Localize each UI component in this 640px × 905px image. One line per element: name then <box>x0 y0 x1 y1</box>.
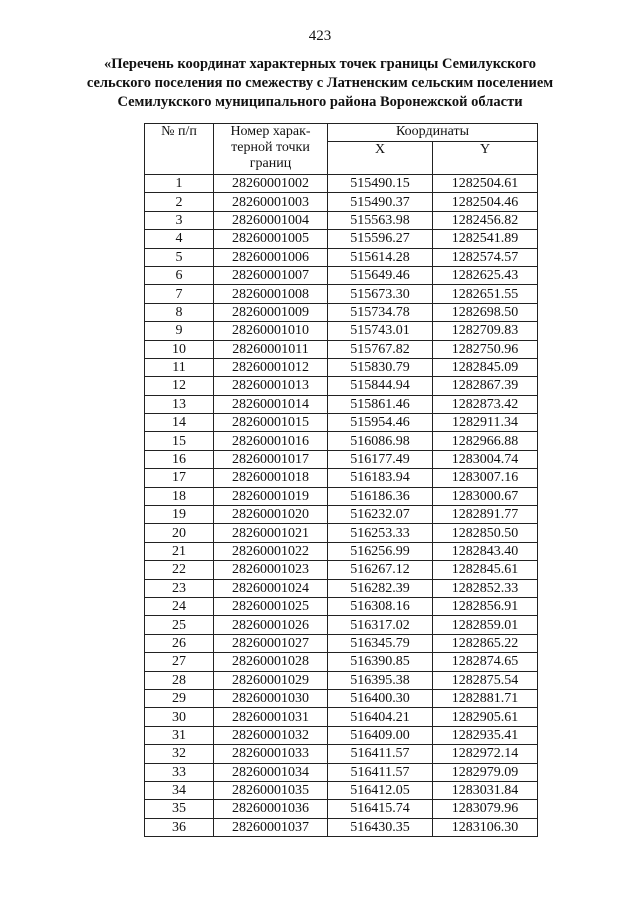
cell-point-number: 28260001031 <box>214 708 328 726</box>
cell-x: 516186.36 <box>328 487 433 505</box>
table-body <box>145 175 538 837</box>
cell-point-number: 28260001019 <box>214 487 328 505</box>
cell-y: 1282979.09 <box>433 763 538 781</box>
cell-point-number: 28260001014 <box>214 395 328 413</box>
cell-x: 515614.28 <box>328 248 433 266</box>
table-row <box>145 542 538 560</box>
table-row <box>145 395 538 413</box>
cell-y: 1282972.14 <box>433 745 538 763</box>
cell-number: 11 <box>145 358 214 376</box>
document-title <box>78 55 562 112</box>
cell-x: 516267.12 <box>328 561 433 579</box>
cell-y: 1282845.61 <box>433 561 538 579</box>
cell-point-number: 28260001002 <box>214 175 328 193</box>
cell-number: 16 <box>145 450 214 468</box>
cell-x: 515734.78 <box>328 303 433 321</box>
table-row <box>145 487 538 505</box>
table-row <box>145 597 538 615</box>
cell-number: 9 <box>145 322 214 340</box>
table-row <box>145 377 538 395</box>
header-coordinates: Координаты <box>328 124 538 142</box>
table-row <box>145 689 538 707</box>
cell-x: 516411.57 <box>328 745 433 763</box>
cell-point-number: 28260001003 <box>214 193 328 211</box>
table-row <box>145 358 538 376</box>
table-row <box>145 579 538 597</box>
cell-y: 1282935.41 <box>433 726 538 744</box>
cell-x: 516404.21 <box>328 708 433 726</box>
cell-x: 516232.07 <box>328 506 433 524</box>
cell-y: 1282867.39 <box>433 377 538 395</box>
header-point-number: Номер харак-терной точки границ <box>214 124 328 175</box>
cell-y: 1282845.09 <box>433 358 538 376</box>
title-line: Семилукского муниципального района Воронежской области <box>117 94 523 110</box>
cell-point-number: 28260001035 <box>214 781 328 799</box>
cell-point-number: 28260001004 <box>214 211 328 229</box>
cell-number: 27 <box>145 653 214 671</box>
cell-x: 516400.30 <box>328 689 433 707</box>
table-row <box>145 745 538 763</box>
cell-number: 7 <box>145 285 214 303</box>
cell-x: 516390.85 <box>328 653 433 671</box>
table-row <box>145 763 538 781</box>
cell-number: 36 <box>145 818 214 836</box>
cell-y: 1282574.57 <box>433 248 538 266</box>
table-row <box>145 818 538 836</box>
table-row <box>145 800 538 818</box>
cell-y: 1282875.54 <box>433 671 538 689</box>
cell-y: 1282873.42 <box>433 395 538 413</box>
cell-y: 1282456.82 <box>433 211 538 229</box>
cell-number: 17 <box>145 469 214 487</box>
cell-y: 1282698.50 <box>433 303 538 321</box>
cell-number: 8 <box>145 303 214 321</box>
cell-point-number: 28260001026 <box>214 616 328 634</box>
cell-point-number: 28260001020 <box>214 506 328 524</box>
cell-point-number: 28260001006 <box>214 248 328 266</box>
table-row <box>145 616 538 634</box>
table-row <box>145 230 538 248</box>
table-row <box>145 524 538 542</box>
cell-point-number: 28260001021 <box>214 524 328 542</box>
title-line: сельского поселения по смежеству с Латненским сельским поселением <box>86 75 554 91</box>
cell-number: 18 <box>145 487 214 505</box>
cell-point-number: 28260001030 <box>214 689 328 707</box>
cell-number: 6 <box>145 266 214 284</box>
cell-point-number: 28260001011 <box>214 340 328 358</box>
cell-number: 21 <box>145 542 214 560</box>
cell-number: 30 <box>145 708 214 726</box>
cell-point-number: 28260001016 <box>214 432 328 450</box>
cell-y: 1282709.83 <box>433 322 538 340</box>
table-row <box>145 175 538 193</box>
cell-x: 515861.46 <box>328 395 433 413</box>
table-row <box>145 211 538 229</box>
cell-number: 15 <box>145 432 214 450</box>
cell-x: 516282.39 <box>328 579 433 597</box>
cell-point-number: 28260001013 <box>214 377 328 395</box>
header-number: № п/п <box>145 124 214 175</box>
cell-y: 1283031.84 <box>433 781 538 799</box>
cell-x: 515673.30 <box>328 285 433 303</box>
cell-number: 24 <box>145 597 214 615</box>
table-row <box>145 266 538 284</box>
table-row <box>145 340 538 358</box>
cell-y: 1283007.16 <box>433 469 538 487</box>
cell-number: 34 <box>145 781 214 799</box>
cell-number: 3 <box>145 211 214 229</box>
cell-point-number: 28260001023 <box>214 561 328 579</box>
table-row <box>145 193 538 211</box>
table-row <box>145 726 538 744</box>
table-row <box>145 781 538 799</box>
cell-point-number: 28260001012 <box>214 358 328 376</box>
cell-x: 516411.57 <box>328 763 433 781</box>
cell-point-number: 28260001007 <box>214 266 328 284</box>
cell-y: 1282865.22 <box>433 634 538 652</box>
cell-x: 516395.38 <box>328 671 433 689</box>
title-line: «Перечень координат характерных точек границы Семилукского <box>103 56 537 72</box>
cell-y: 1282541.89 <box>433 230 538 248</box>
cell-x: 516317.02 <box>328 616 433 634</box>
cell-number: 31 <box>145 726 214 744</box>
cell-x: 516308.16 <box>328 597 433 615</box>
cell-x: 515954.46 <box>328 414 433 432</box>
cell-point-number: 28260001009 <box>214 303 328 321</box>
cell-x: 515830.79 <box>328 358 433 376</box>
cell-y: 1282859.01 <box>433 616 538 634</box>
table-row <box>145 671 538 689</box>
table-row <box>145 561 538 579</box>
cell-y: 1282750.96 <box>433 340 538 358</box>
cell-x: 515767.82 <box>328 340 433 358</box>
cell-number: 10 <box>145 340 214 358</box>
table-row <box>145 506 538 524</box>
table-row <box>145 708 538 726</box>
cell-y: 1282852.33 <box>433 579 538 597</box>
cell-point-number: 28260001032 <box>214 726 328 744</box>
cell-y: 1282651.55 <box>433 285 538 303</box>
cell-x: 516415.74 <box>328 800 433 818</box>
cell-point-number: 28260001036 <box>214 800 328 818</box>
cell-y: 1283079.96 <box>433 800 538 818</box>
cell-point-number: 28260001010 <box>214 322 328 340</box>
cell-x: 516409.00 <box>328 726 433 744</box>
cell-y: 1283004.74 <box>433 450 538 468</box>
cell-point-number: 28260001037 <box>214 818 328 836</box>
cell-point-number: 28260001034 <box>214 763 328 781</box>
cell-y: 1282504.61 <box>433 175 538 193</box>
table-row <box>145 634 538 652</box>
cell-point-number: 28260001015 <box>214 414 328 432</box>
cell-y: 1282891.77 <box>433 506 538 524</box>
table-row <box>145 653 538 671</box>
cell-point-number: 28260001028 <box>214 653 328 671</box>
cell-y: 1282843.40 <box>433 542 538 560</box>
cell-x: 516177.49 <box>328 450 433 468</box>
cell-number: 14 <box>145 414 214 432</box>
cell-number: 28 <box>145 671 214 689</box>
cell-y: 1282504.46 <box>433 193 538 211</box>
cell-x: 516412.05 <box>328 781 433 799</box>
table-row <box>145 248 538 266</box>
cell-x: 516183.94 <box>328 469 433 487</box>
cell-x: 515563.98 <box>328 211 433 229</box>
cell-number: 33 <box>145 763 214 781</box>
table-row <box>145 414 538 432</box>
cell-y: 1283000.67 <box>433 487 538 505</box>
cell-number: 5 <box>145 248 214 266</box>
coordinates-table <box>144 123 538 837</box>
cell-point-number: 28260001024 <box>214 579 328 597</box>
cell-y: 1282911.34 <box>433 414 538 432</box>
cell-number: 19 <box>145 506 214 524</box>
cell-number: 2 <box>145 193 214 211</box>
cell-point-number: 28260001008 <box>214 285 328 303</box>
cell-y: 1282905.61 <box>433 708 538 726</box>
cell-x: 516430.35 <box>328 818 433 836</box>
table-row <box>145 450 538 468</box>
cell-number: 26 <box>145 634 214 652</box>
cell-point-number: 28260001033 <box>214 745 328 763</box>
cell-number: 13 <box>145 395 214 413</box>
cell-number: 22 <box>145 561 214 579</box>
table-row <box>145 432 538 450</box>
header-y: Y <box>433 142 538 175</box>
page-number: 423 <box>308 28 332 44</box>
cell-point-number: 28260001027 <box>214 634 328 652</box>
cell-y: 1282881.71 <box>433 689 538 707</box>
cell-point-number: 28260001005 <box>214 230 328 248</box>
cell-x: 516253.33 <box>328 524 433 542</box>
cell-x: 515490.15 <box>328 175 433 193</box>
cell-y: 1282966.88 <box>433 432 538 450</box>
cell-number: 35 <box>145 800 214 818</box>
cell-number: 29 <box>145 689 214 707</box>
cell-x: 516256.99 <box>328 542 433 560</box>
cell-point-number: 28260001017 <box>214 450 328 468</box>
cell-x: 516086.98 <box>328 432 433 450</box>
cell-number: 4 <box>145 230 214 248</box>
cell-point-number: 28260001025 <box>214 597 328 615</box>
cell-number: 12 <box>145 377 214 395</box>
cell-number: 1 <box>145 175 214 193</box>
table-row <box>145 469 538 487</box>
table-row <box>145 285 538 303</box>
cell-x: 516345.79 <box>328 634 433 652</box>
cell-number: 20 <box>145 524 214 542</box>
cell-y: 1282856.91 <box>433 597 538 615</box>
cell-y: 1282850.50 <box>433 524 538 542</box>
cell-x: 515743.01 <box>328 322 433 340</box>
cell-number: 25 <box>145 616 214 634</box>
cell-x: 515596.27 <box>328 230 433 248</box>
cell-x: 515490.37 <box>328 193 433 211</box>
table-row <box>145 303 538 321</box>
cell-y: 1282874.65 <box>433 653 538 671</box>
cell-number: 23 <box>145 579 214 597</box>
cell-x: 515649.46 <box>328 266 433 284</box>
cell-point-number: 28260001018 <box>214 469 328 487</box>
cell-x: 515844.94 <box>328 377 433 395</box>
cell-y: 1282625.43 <box>433 266 538 284</box>
header-x: X <box>328 142 433 175</box>
cell-y: 1283106.30 <box>433 818 538 836</box>
table-row <box>145 322 538 340</box>
cell-number: 32 <box>145 745 214 763</box>
cell-point-number: 28260001022 <box>214 542 328 560</box>
cell-point-number: 28260001029 <box>214 671 328 689</box>
